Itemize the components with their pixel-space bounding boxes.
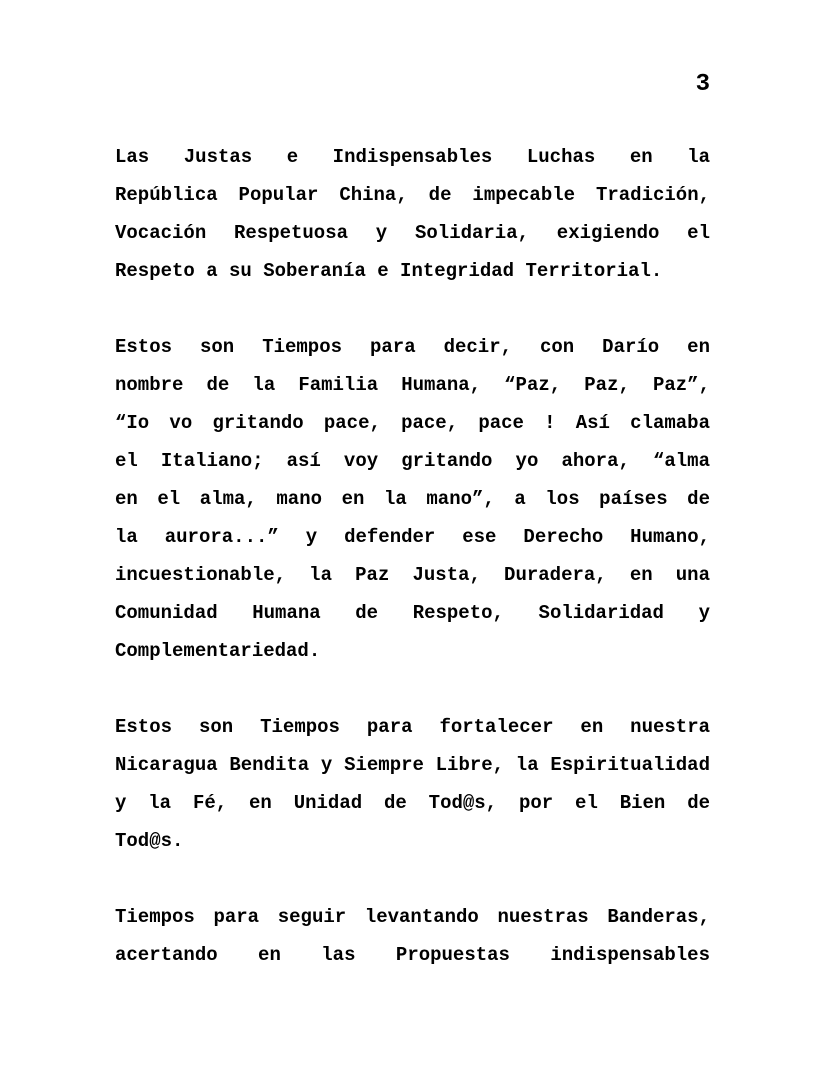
text-line: Las Justas e Indispensables Luchas en la — [115, 146, 710, 168]
text-line: Vocación Respetuosa y Solidaria, exigiendo el — [115, 222, 710, 244]
text-line: en el alma, mano en la mano”, a los países de — [115, 488, 710, 510]
page-number: 3 — [695, 71, 710, 98]
text-line: “Io vo gritando pace, pace, pace ! Así clamaba — [115, 412, 710, 434]
text-line: Tiempos para seguir levantando nuestras Banderas, — [115, 906, 710, 928]
text-line: Respeto a su Soberanía e Integridad Territorial. — [115, 260, 663, 282]
text-line: República Popular China, de impecable Tradición, — [115, 184, 710, 206]
text-line: la aurora...” y defender ese Derecho Humano, — [115, 526, 710, 548]
text-line: Comunidad Humana de Respeto, Solidaridad y — [115, 602, 710, 624]
text-line: Complementariedad. — [115, 640, 321, 662]
paragraph-3 — [115, 708, 710, 860]
text-line: el Italiano; así voy gritando yo ahora, “alma — [115, 450, 710, 472]
text-line: y la Fé, en Unidad de Tod@s, por el Bien de — [115, 792, 710, 814]
text-line: Tod@s. — [115, 830, 184, 852]
paragraph-4 — [115, 898, 710, 974]
text-line: Estos son Tiempos para decir, con Darío en — [115, 336, 710, 358]
text-line: Estos son Tiempos para fortalecer en nuestra — [115, 716, 710, 738]
text-line: acertando en las Propuestas indispensables — [115, 944, 710, 966]
text-line: nombre de la Familia Humana, “Paz, Paz, Paz”, — [115, 374, 710, 396]
text-line: incuestionable, la Paz Justa, Duradera, en una — [115, 564, 710, 586]
text-line: Nicaragua Bendita y Siempre Libre, la Espiritualidad — [115, 754, 710, 776]
paragraph-2 — [115, 328, 710, 670]
paragraph-1 — [115, 138, 710, 290]
document-body — [115, 138, 710, 974]
